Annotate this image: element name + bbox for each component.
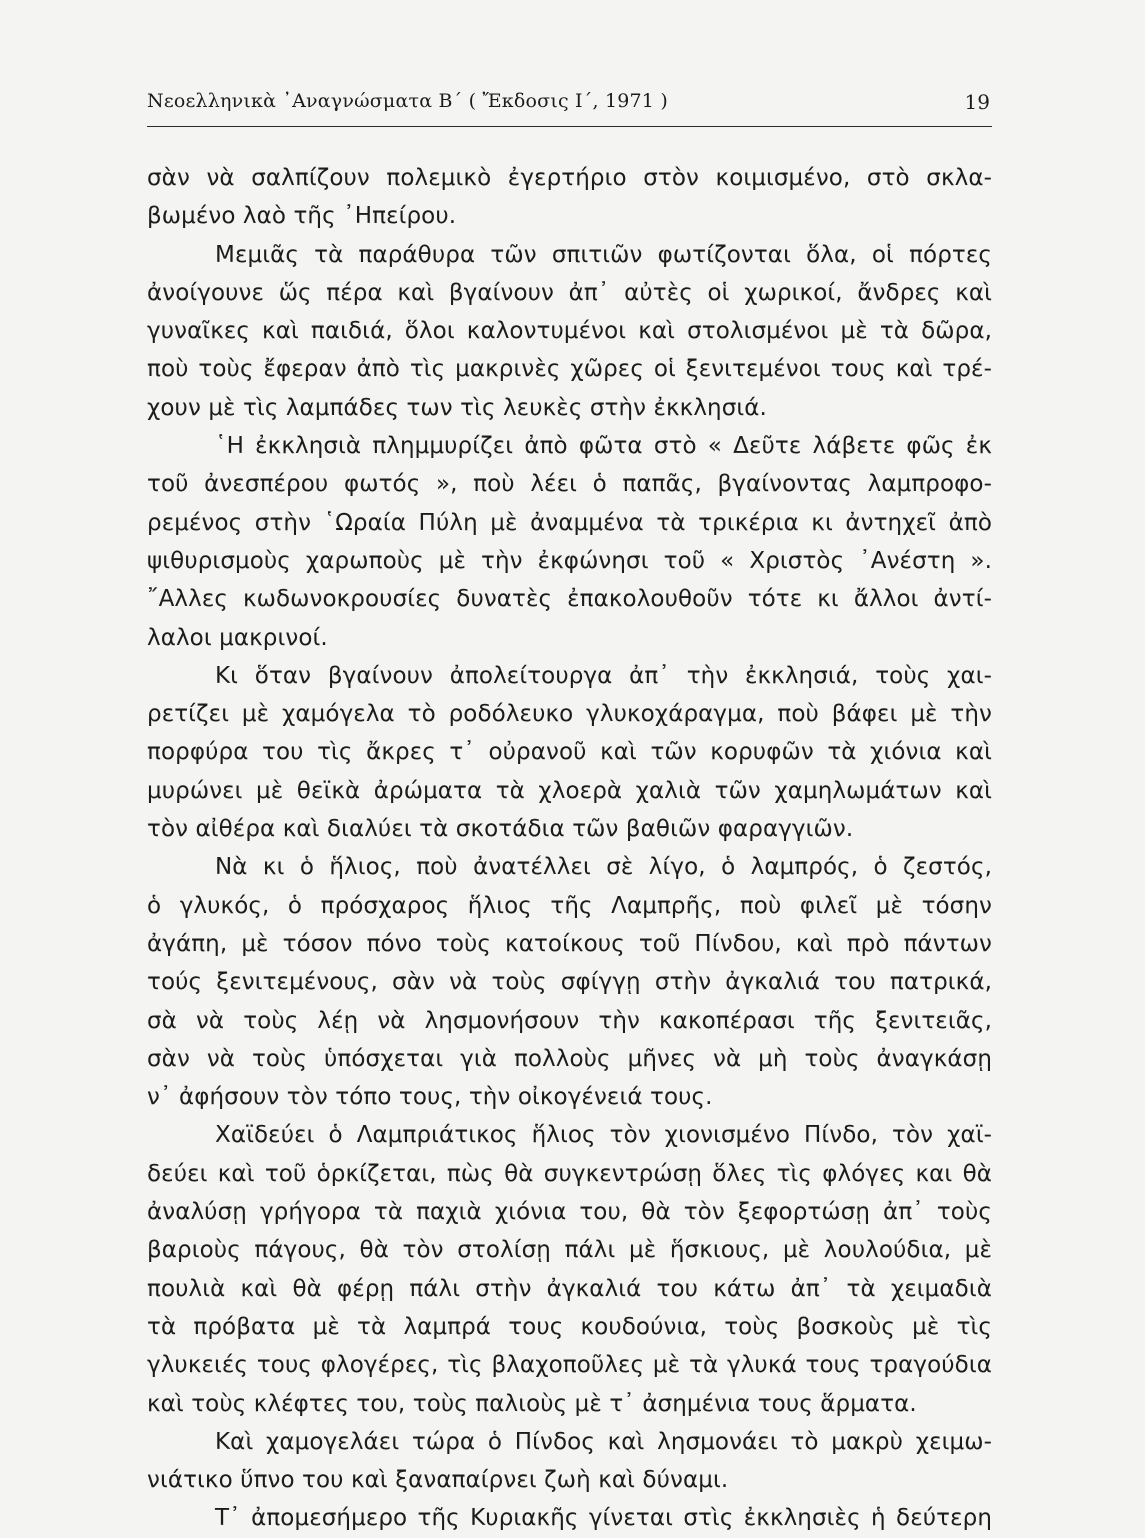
text-line: ῎Αλλες κωδωνοκρουσίες δυνατὲς ἐπακολουθοῦν τότε κι ἄλλοι ἀντί-	[147, 586, 992, 613]
text-line: Κι ὅταν βγαίνουν ἀπολείτουργα ἀπ᾿ τὴν ἐκκλησιά, τοὺς χαι-	[215, 662, 992, 689]
text-line: σὰν νὰ σαλπίζουν πολεμικὸ ἐγερτήριο στὸν κοιμισμένο, στὸ σκλα-	[147, 165, 992, 191]
text-line: ἀγάπη, μὲ τόσον πόνο τοὺς κατοίκους τοῦ Πίνδου, καὶ πρὸ πάντων	[147, 930, 992, 957]
text-line: νιάτικο ὕπνο του καὶ ξαναπαίρνει ζωὴ καὶ δύναμι.	[147, 1467, 729, 1494]
text-line: ῾Η ἐκκλησιὰ πλημμυρίζει ἀπὸ φῶτα στὸ « Δεῦτε λάβετε φῶς ἐκ	[215, 433, 992, 460]
text-line: λαλοι μακρινοί.	[147, 624, 328, 651]
text-line: σὰν νὰ τοὺς ὑπόσχεται γιὰ πολλοὺς μῆνες νὰ μὴ τοὺς ἀναγκάσῃ	[147, 1045, 992, 1072]
text-line: ρετίζει μὲ χαμόγελα τὸ ροδόλευκο γλυκοχάραγμα, ποὺ βάφει μὲ τὴν	[147, 701, 992, 728]
text-line: ὁ γλυκός, ὁ πρόσχαρος ἥλιος τῆς Λαμπρῆς, ποὺ φιλεῖ μὲ τόσην	[147, 892, 992, 919]
page-number: 19	[964, 90, 990, 114]
text-line: τὸν αἰθέρα καὶ διαλύει τὰ σκοτάδια τῶν βαθιῶν φαραγγιῶν.	[147, 816, 854, 843]
text-line: γυναῖκες καὶ παιδιά, ὅλοι καλοντυμένοι καὶ στολισμένοι μὲ τὰ δῶρα,	[147, 318, 992, 345]
text-line: πουλιὰ καὶ θὰ φέρῃ πάλι στὴν ἀγκαλιά του κάτω ἀπ᾿ τὰ χειμαδιὰ	[147, 1275, 992, 1302]
running-header	[147, 86, 992, 127]
text-line: τὰ πρόβατα μὲ τὰ λαμπρά τους κουδούνια, τοὺς βοσκοὺς μὲ τὶς	[147, 1313, 992, 1340]
text-line: ψιθυρισμοὺς χαρωποὺς μὲ τὴν ἐκφώνησι τοῦ « Χριστὸς ᾿Ανέστη ».	[147, 547, 992, 574]
text-line: καὶ τοὺς κλέφτες του, τοὺς παλιοὺς μὲ τ᾿ ἀσημένια τους ἅρματα.	[147, 1390, 917, 1417]
text-line: βωμένο λαὸ τῆς ᾿Ηπείρου.	[147, 203, 457, 230]
text-line: σὰ νὰ τοὺς λέῃ νὰ λησμονήσουν τὴν κακοπέρασι τῆς ξενιτειᾶς,	[147, 1007, 992, 1034]
text-line: ἀνοίγουνε ὥς πέρα καὶ βγαίνουν ἀπ᾿ αὐτὲς οἱ χωρικοί, ἄνδρες καὶ	[147, 279, 992, 306]
text-line: Νὰ κι ὁ ἥλιος, ποὺ ἀνατέλλει σὲ λίγο, ὁ λαμπρός, ὁ ζεστός,	[215, 854, 992, 881]
text-line: ἀναλύσῃ γρήγορα τὰ παχιὰ χιόνια του, θὰ τὸν ξεφορτώσῃ ἀπ᾿ τοὺς	[147, 1199, 992, 1226]
text-line: Μεμιᾶς τὰ παράθυρα τῶν σπιτιῶν φωτίζονται ὅλα, οἱ πόρτες	[215, 241, 992, 268]
header-title: Νεοελληνικὰ ᾿Αναγνώσματα Β΄ ( Ἔκδοσις Ι΄, 1971 )	[147, 90, 668, 112]
text-line: μυρώνει μὲ θεϊκὰ ἀρώματα τὰ χλοερὰ χαλιὰ τῶν χαμηλωμάτων καὶ	[147, 777, 992, 804]
text-line: ποὺ τοὺς ἔφεραν ἀπὸ τὶς μακρινὲς χῶρες οἱ ξενιτεμένοι τους καὶ τρέ-	[147, 356, 992, 383]
text-line: δεύει καὶ τοῦ ὁρκίζεται, πὼς θὰ συγκεντρώσῃ ὅλες τὶς φλόγες και θὰ	[147, 1160, 992, 1187]
text-line: τούς ξενιτεμένους, σὰν νὰ τοὺς σφίγγῃ στὴν ἀγκαλιά του πατρικά,	[147, 969, 992, 996]
text-line: τοῦ ἀνεσπέρου φωτός », ποὺ λέει ὁ παπᾶς, βγαίνοντας λαμπροφο-	[147, 471, 992, 498]
text-line: χουν μὲ τὶς λαμπάδες των τὶς λευκὲς στὴν ἐκκλησιά.	[147, 394, 767, 421]
text-line: ν᾿ ἀφήσουν τὸν τόπο τους, τὴν οἰκογένειά τους.	[147, 1084, 713, 1111]
text-line: γλυκειές τους φλογέρες, τὶς βλαχοποῦλες μὲ τὰ γλυκά τους τραγούδια	[147, 1352, 992, 1379]
body-text	[147, 159, 992, 1538]
text-line: πορφύρα του τὶς ἄκρες τ᾿ οὐρανοῦ καὶ τῶν κορυφῶν τὰ χιόνια καὶ	[147, 739, 992, 766]
text-line: Τ᾿ ἀπομεσήμερο τῆς Κυριακῆς γίνεται στὶς ἐκκλησιὲς ἡ δεύτερη	[215, 1505, 992, 1532]
text-line: Καὶ χαμογελάει τώρα ὁ Πίνδος καὶ λησμονάει τὸ μακρὺ χειμω-	[215, 1428, 992, 1455]
text-line: ρεμένος στὴν ῾Ωραία Πύλη μὲ ἀναμμένα τὰ τρικέρια κι ἀντηχεῖ ἀπὸ	[147, 509, 992, 536]
text-line: Χαϊδεύει ὁ Λαμπριάτικος ἥλιος τὸν χιονισμένο Πίνδο, τὸν χαϊ-	[215, 1122, 992, 1149]
text-line: βαριοὺς πάγους, θὰ τὸν στολίσῃ πάλι μὲ ἥσκιους, μὲ λουλούδια, μὲ	[147, 1237, 992, 1264]
